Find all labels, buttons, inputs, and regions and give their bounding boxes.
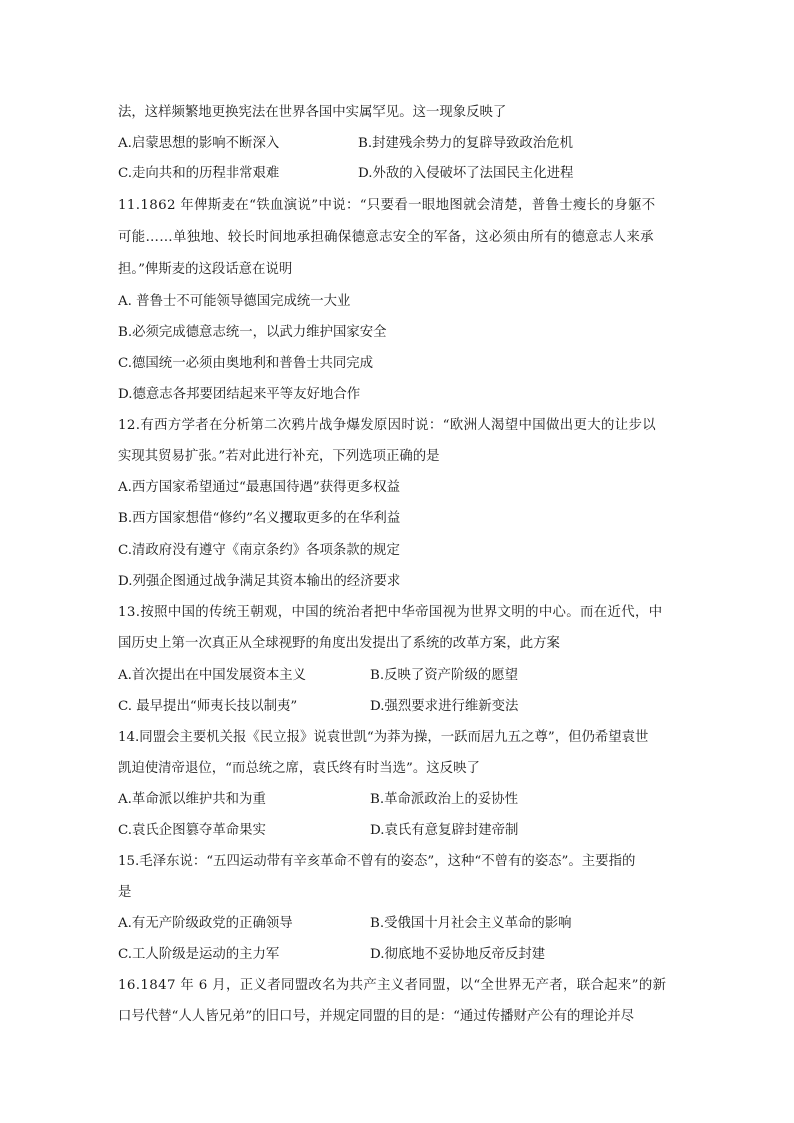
q11-stem-line: 担。”俾斯麦的这段话意在说明 (118, 262, 293, 277)
q11-option-c[interactable]: C.德国统一必须由奥地利和普鲁士共同完成 (118, 356, 374, 371)
q12-stem-line: 12.有西方学者在分析第二次鸦片战争爆发原因时说：“欧洲人渴望中国做出更大的让步以 (118, 418, 656, 433)
q13-option-c[interactable]: C. 最早提出“师夷长技以制夷” (118, 699, 298, 714)
q14-option-d[interactable]: D.袁氏有意复辟封建帝制 (370, 823, 519, 838)
q10-option-b[interactable]: B.封建残余势力的复辟导致政治危机 (358, 136, 573, 151)
q15-stem-line: 15.毛泽东说：“五四运动带有辛亥革命不曾有的姿态”，这种“不曾有的姿态”。主要指的 (118, 854, 636, 869)
q11-option-a[interactable]: A. 普鲁士不可能领导德国完成统一大业 (118, 294, 351, 309)
q12-option-c[interactable]: C.清政府没有遵守《南京条约》各项条款的规定 (118, 543, 400, 558)
q12-stem-line: 实现其贸易扩张。”若对此进行补充，下列选项正确的是 (118, 449, 440, 464)
q15-option-d[interactable]: D.彻底地不妥协地反帝反封建 (370, 947, 546, 962)
q14-option-c[interactable]: C.袁氏企图篡夺革命果实 (118, 823, 266, 838)
q16-stem-line: 16.1847 年 6 月，正义者同盟改名为共产主义者同盟，以“全世界无产者，联合起来”的新 (118, 978, 667, 993)
q13-option-b[interactable]: B.反映了资产阶级的愿望 (370, 668, 519, 683)
q12-option-a[interactable]: A.西方国家希望通过“最惠国待遇”获得更多权益 (118, 480, 401, 495)
q13-option-a[interactable]: A.首次提出在中国发展资本主义 (118, 668, 307, 683)
q10-option-c[interactable]: C.走向共和的历程非常艰难 (118, 166, 280, 181)
q14-stem-line: 14.同盟会主要机关报《民立报》说袁世凯“为莽为操，一跃而居九五之尊”，但仍希望袁世 (118, 730, 649, 745)
q10-option-d[interactable]: D.外敌的入侵破坏了法国民主化进程 (358, 166, 574, 181)
q14-option-a[interactable]: A.革命派以维护共和为重 (118, 792, 266, 807)
q14-option-b[interactable]: B.革命派政治上的妥协性 (370, 792, 519, 807)
q15-option-a[interactable]: A.有无产阶级政党的正确领导 (118, 916, 293, 931)
q11-option-d[interactable]: D.德意志各邦要团结起来平等友好地合作 (118, 387, 361, 402)
q15-stem-line: 是 (118, 885, 132, 900)
q13-stem-line: 国历史上第一次真正从全球视野的角度出发提出了系统的改革方案，此方案 (118, 636, 560, 651)
q11-stem-line: 可能……单独地、较长时间地承担确保德意志安全的军备，这必须由所有的德意志人来承 (118, 230, 654, 245)
q10-option-a[interactable]: A.启蒙思想的影响不断深入 (118, 136, 280, 151)
q12-option-d[interactable]: D.列强企图通过战争满足其资本输出的经济要求 (118, 574, 401, 589)
q11-stem-line: 11.1862 年俾斯麦在“铁血演说”中说：“只要看一眼地图就会清楚，普鲁士瘦长的身躯不 (118, 198, 656, 213)
q13-stem-line: 13.按照中国的传统王朝观，中国的统治者把中华帝国视为世界文明的中心。而在近代，中 (118, 605, 663, 620)
q10-stem-tail: 法，这样频繁地更换宪法在世界各国中实属罕见。这一现象反映了 (118, 105, 507, 120)
q16-stem-line: 口号代替“人人皆兄弟”的旧口号，并规定同盟的目的是：“通过传播财产公有的理论并尽 (118, 1009, 634, 1024)
q14-stem-line: 凯迫使清帝退位，“而总统之席，袁氏终有时当选”。这反映了 (118, 761, 480, 776)
q12-option-b[interactable]: B.西方国家想借“修约”名义攫取更多的在华利益 (118, 511, 401, 526)
q13-option-d[interactable]: D.强烈要求进行维新变法 (370, 699, 519, 714)
q11-option-b[interactable]: B.必须完成德意志统一，以武力维护国家安全 (118, 325, 387, 340)
q15-option-b[interactable]: B.受俄国十月社会主义革命的影响 (370, 916, 572, 931)
q15-option-c[interactable]: C.工人阶级是运动的主力军 (118, 947, 280, 962)
